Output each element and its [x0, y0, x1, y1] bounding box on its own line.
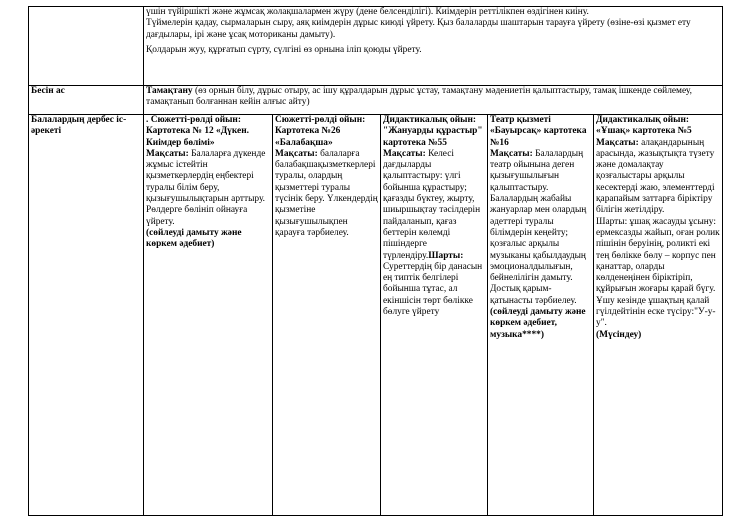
activity-title: . Сюжетті-рөлдi ойын: Картотека № 12 «Дүкен. Киімдер бөлімі» — [146, 115, 249, 148]
activity-cell-1 — [144, 115, 273, 516]
subject-tag: (сөйлеуді дамыту және көркем әдебиет) — [146, 227, 242, 250]
row-label-activity: Балалардың дербес іс-әрекеті — [29, 115, 144, 516]
activity-title: Дидактикалық ойын: "Жануарды құрастыр" картотека №55 — [383, 115, 483, 148]
goal-text: Балаларға дүкенде жұмыс істейтін қызметкерлердің еңбектері туралы білім беру, қызығушылықтарын арттыру. Рөлдерге бөлініп ойнауға үйрету. — [146, 148, 266, 227]
activity-cell-3 — [381, 115, 488, 516]
goal-label: Мақсаты: — [490, 148, 533, 159]
daily-plan-table — [28, 6, 723, 516]
lunch-text-cell — [144, 86, 723, 115]
activity-cell-2 — [273, 115, 381, 516]
subject-tag: (Мүсіндеу) — [596, 329, 642, 340]
self-care-text-cell — [144, 7, 723, 86]
lunch-rest: (өз орнын білу, дұрыс отыру, ас ішу құралдарын дұрыс ұстау, тамақтану мәдениетін қалыптастыру, тамақ ішкенде сөйлемеу, тамақтанып болғаннан кейін алғыс айту) — [146, 86, 692, 108]
row-label-empty — [29, 7, 144, 86]
text-line: Түймелерін қадау, сырмаларын сыру, аяқ киімдерін дұрыс киюді үйрету. Қыз балаларды шаштарын тарауға үйрету (өзіне-өзі қызмет ету дағдылары, ірі және ұсақ моториканы дамыту). — [146, 18, 691, 40]
goal-label: Мақсаты: — [146, 148, 189, 159]
activity-title: Сюжетті-рөлдi ойын: Картотека №26 «Балабақша» — [275, 115, 366, 148]
lunch-lead: Тамақтану — [146, 86, 193, 96]
subject-tag: (сөйлеуді дамыту және көркем әдебиет, музыка****) — [490, 307, 586, 340]
activity-cell-4 — [488, 115, 594, 516]
goal-text: алақандарының арасында, жазықтықта түзету және домалақтау қозғалыстары арқылы кесектерді жаю, элементтерді қарапайым заттарға біріктіру білігін жетілдіру. — [596, 137, 715, 216]
table-row-activity — [29, 115, 723, 516]
goal-text: Келесі дағдыларды қалыптастыру: үлгі бойынша құрастыру; қағазды бүктеу, жырту, шиыршықтау тәсілдерін пайдаланып, қағаз беттерін көлемді пішіндерге түрлендіру. — [383, 148, 481, 261]
rules-label: Шарты: — [428, 250, 464, 261]
text-line: үшін түйіршікті және жұмсақ жолақшалармен жүру (дене белсенділігі). Киімдерін реттілікпен өздігінен киіну. — [146, 7, 589, 17]
activity-cell-5 — [594, 115, 723, 516]
goal-label: Мақсаты: — [383, 148, 426, 159]
text-line: Қолдарын жуу, құрғатып сүрту, сүлгіні өз орнына іліп қоюды үйрету. — [146, 44, 422, 55]
rules-text: Шарты: ұшақ жасауды ұсыну: ермексазды жайып, оған ролик пішінін беруінің, роликті екі тең бөлікке бөлу – корпус пен қанаттар, оларды көлденеңінен біріктіріп, құйрығын жоғары қарай бүгу. Ұшу кезінде ұшақтың қалай гүілдейтінін еске түсіру:"У-у-у". — [596, 216, 720, 329]
table-row-top — [29, 7, 723, 86]
activity-title: Театр қызметі «Бауырсақ» картотека №16 — [490, 115, 587, 148]
goal-label: Мақсаты: — [596, 137, 639, 148]
activity-title: Дидактикалық ойын: «Ұшақ» картотека №5 — [596, 115, 692, 137]
table-row-lunch — [29, 86, 723, 115]
goal-label: Мақсаты: — [275, 148, 318, 159]
row-label-lunch: Бесін ас — [29, 86, 144, 115]
goal-text: Балалардың театр ойынына деген қызығушылығын қалыптастыру. Балалардың жабайы жануарлар мен олардың әдеттері туралы білімдерін кеңейту; қозғалыс арқылы музыканы қабылдаудың эмоционалдылығын, бейнелілігін дамыту. Достық қарым-қатынасты тәрбиелеу. — [490, 148, 587, 306]
rules-text: Суреттердің бір данасын ең типтік белгілері бойынша тұтас, ал екіншісін төрт бөлікке бөлуге үйрету — [383, 261, 483, 318]
goal-text: балаларға балабақшақызметкерлері туралы, олардың қызметтері туралы түсінік беру. Үлкендердің қызметіне қызығушылықпен қарауға тәрбиелеу. — [275, 148, 378, 238]
